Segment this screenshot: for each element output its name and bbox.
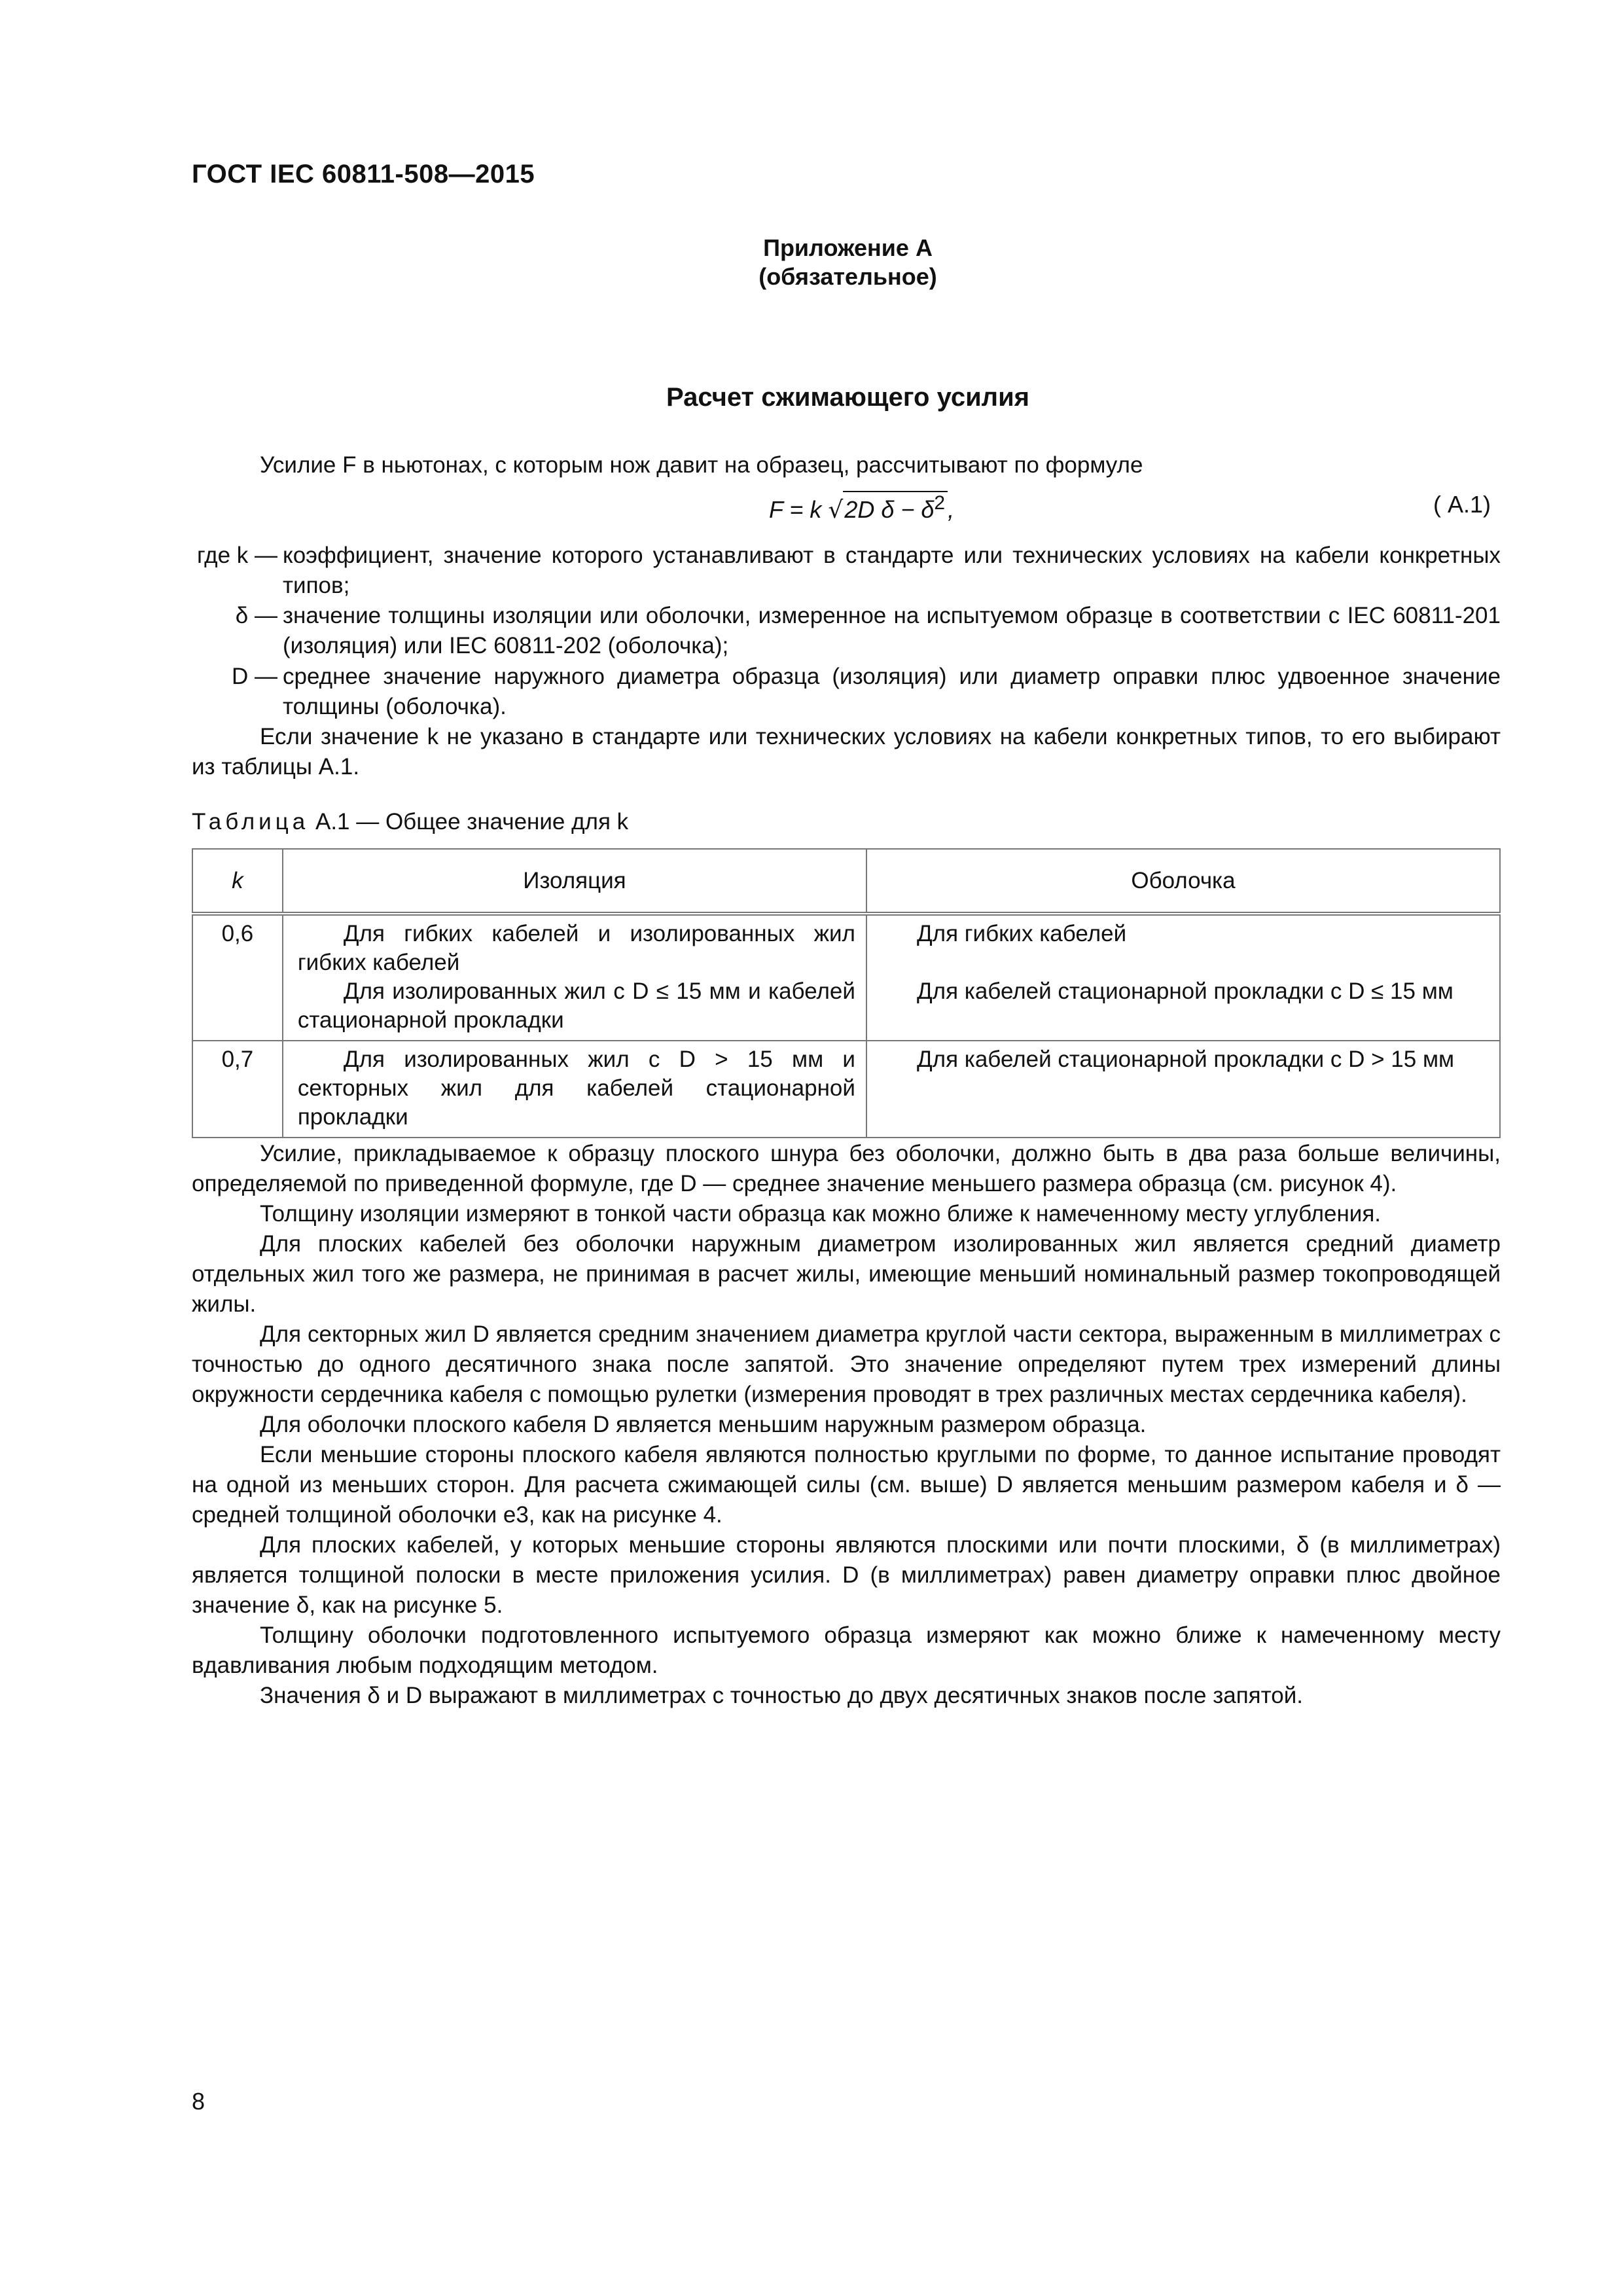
- cell-insulation: [283, 1041, 866, 1138]
- sheath-item: Для кабелей стационарной прокладки с D ≤ 15 мм: [916, 978, 1454, 1004]
- cell-k: 0,6: [192, 914, 283, 1041]
- table-caption-rest: А.1 — Общее значение для k: [315, 809, 629, 834]
- insulation-item: Для изолированных жил с D > 15 мм и секторных жил для кабелей стационарной прокладки: [297, 1047, 855, 1130]
- appendix-title: Приложение А: [763, 234, 933, 261]
- table-row: [192, 1041, 1500, 1138]
- body-paragraph: Толщину оболочки подготовленного испытуемого образца измеряют как можно ближе к намеченному месту вдавливания любым подходящим методом.: [192, 1623, 1501, 1678]
- insulation-item: Для изолированных жил с D ≤ 15 мм и кабелей стационарной прокладки: [297, 978, 855, 1033]
- header-insulation: Изоляция: [283, 849, 866, 914]
- definition-text: значение толщины изоляции или оболочки, измеренное на испытуемом образце в соответствии с IEC 60811-201 (изоляция) или IEC 60811-202 (оболочка);: [283, 603, 1501, 658]
- section-title: Расчет сжимающего усилия: [666, 383, 1030, 412]
- formula-radicand-text: 2D δ − δ: [844, 496, 935, 523]
- intro-paragraph: Усилие F в ньютонах, с которым нож давит на образец, рассчитывают по формуле: [260, 452, 1143, 478]
- page-number: 8: [192, 2088, 205, 2115]
- formula-exponent: 2: [934, 492, 946, 514]
- body-paragraph: Для секторных жил D является средним значением диаметра круглой части сектора, выраженным в миллиметрах с точностью до одного десятичного знака после запятой. Это значение определяют путем трех измерений длины окружности сердечника кабеля с помощью рулетки (измерения проводят в трех различных местах сердечника кабеля).: [192, 1321, 1501, 1407]
- body-paragraph: Для плоских кабелей, у которых меньшие стороны являются плоскими или почти плоскими, δ (в миллиметрах) является толщиной полоски в месте приложения усилия. D (в миллиметрах) равен диаметру оправки плюс двойное значение δ, как на рисунке 5.: [192, 1532, 1501, 1618]
- definition-text: коэффициент, значение которого устанавливают в стандарте или технических условиях на кабели конкретных типов;: [283, 543, 1501, 598]
- formula-a1: [769, 491, 954, 524]
- sheath-item: Для гибких кабелей: [916, 921, 1127, 946]
- table-a1: [192, 848, 1501, 1138]
- body-paragraph: Толщину изоляции измеряют в тонкой части образца как можно ближе к намеченному месту углубления.: [260, 1201, 1382, 1227]
- standard-designation: ГОСТ IEC 60811-508—2015: [192, 160, 535, 188]
- body-paragraph: Для плоских кабелей без оболочки наружным диаметром изолированных жил является средний диаметр отдельных жил того же размера, не принимая в расчет жилы, имеющие меньший номинальный размер токопроводящей жилы.: [192, 1231, 1501, 1317]
- table-row: [192, 914, 1500, 1041]
- sqrt-symbol-icon: √: [828, 497, 844, 524]
- definition-term: δ —: [235, 603, 277, 628]
- formula-number: ( А.1): [1433, 491, 1491, 518]
- header-k: k: [192, 849, 283, 914]
- cell-sheath: [866, 1041, 1500, 1138]
- header-sheath: Оболочка: [866, 849, 1500, 914]
- formula-tail: ,: [948, 496, 955, 523]
- sheath-item: Для кабелей стационарной прокладки с D > 15 мм: [916, 1047, 1455, 1072]
- body-paragraph: Для оболочки плоского кабеля D является меньшим наружным размером образца.: [260, 1412, 1147, 1437]
- cell-insulation: [283, 914, 866, 1041]
- table-header-row: [192, 849, 1500, 914]
- definition-text: среднее значение наружного диаметра образца (изоляция) или диаметр оправки плюс удвоенное значение толщины (оболочка).: [283, 664, 1501, 719]
- definition-term: где k —: [196, 543, 277, 568]
- body-paragraph: Значения δ и D выражают в миллиметрах с точностью до двух десятичных знаков после запятой.: [260, 1683, 1304, 1708]
- cell-sheath: [866, 914, 1500, 1041]
- body-paragraph: Если меньшие стороны плоского кабеля являются полностью круглыми по форме, то данное испытание проводят на одной из меньших сторон. Для расчета сжимающей силы (см. выше) D является меньшим размером кабеля и δ — средней толщиной оболочки e3, как на рисунке 4.: [192, 1442, 1501, 1528]
- after-definitions-paragraph: Если значение k не указано в стандарте или технических условиях на кабели конкретных типов, то его выбирают из таблицы А.1.: [192, 724, 1501, 780]
- definition-term: D —: [232, 664, 277, 689]
- insulation-item: Для гибких кабелей и изолированных жил гибких кабелей: [297, 921, 855, 975]
- table-caption-word: Таблица: [192, 809, 310, 834]
- body-text: [192, 1139, 1501, 1711]
- table-caption: [192, 807, 628, 837]
- appendix-status: (обязательное): [758, 263, 937, 290]
- formula-lhs: F = k: [769, 496, 822, 523]
- formula-radicand: [843, 491, 948, 524]
- body-paragraph: Усилие, прикладываемое к образцу плоского шнура без оболочки, должно быть в два раза больше величины, определяемой по приведенной формуле, где D — среднее значение меньшего размера образца (см. рисунок 4).: [192, 1141, 1501, 1196]
- cell-k: 0,7: [192, 1041, 283, 1138]
